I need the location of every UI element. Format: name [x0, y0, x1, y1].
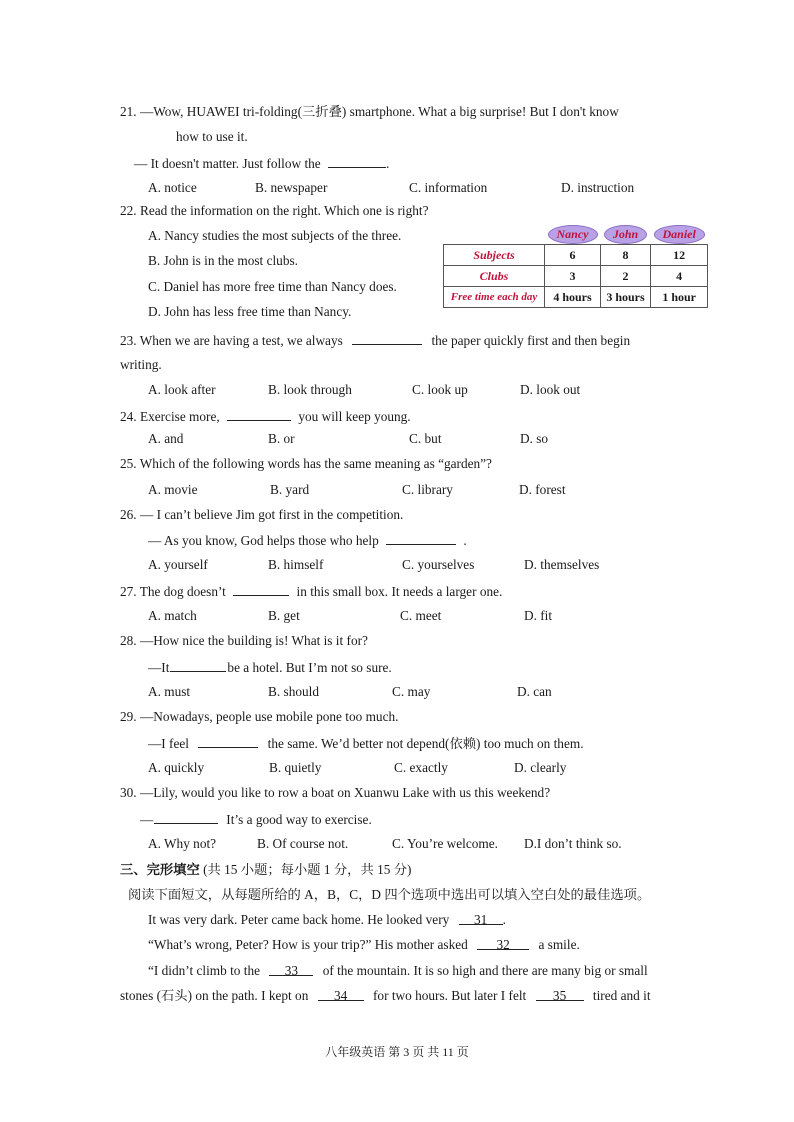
q24-option-d: D. so — [520, 431, 549, 446]
q23-stem-line1 — [120, 332, 630, 349]
section3-instruction: 阅读下面短文，从每题所给的 A，B，C，D 四个选项中选出可以填入空白处的最佳选项。 — [128, 887, 651, 902]
q29-option-b: B. quietly — [269, 760, 322, 775]
q27-option-b: B. get — [268, 608, 300, 623]
q28-answer-blank[interactable] — [170, 659, 226, 672]
q27-option-d: D. fit — [524, 608, 553, 623]
q21-answer-blank[interactable] — [328, 155, 386, 168]
q26-period: . — [463, 533, 467, 548]
q23-option-c: C. look up — [412, 382, 468, 397]
blank-31[interactable]: 31 — [459, 912, 503, 925]
q24-answer-blank[interactable] — [227, 408, 291, 421]
q25-option-d: D. forest — [519, 482, 566, 497]
table-row — [444, 287, 708, 308]
passage-text: of the mountain. It is so high and there are many big or small — [322, 963, 648, 978]
q22-info-table — [443, 224, 708, 308]
q25-option-a: A. movie — [148, 482, 198, 497]
table-cell: 1 hour — [651, 287, 708, 308]
q28-stem-text: —It — [148, 660, 170, 675]
q28-option-d: D. can — [517, 684, 552, 699]
q30-option-c: C. You’re welcome. — [392, 836, 498, 851]
table-cell: 6 — [545, 245, 601, 266]
q21-option-d: D. instruction — [561, 180, 635, 195]
q25-option-c: C. library — [402, 482, 453, 497]
blank-32[interactable]: 32 — [477, 937, 529, 950]
q23-stem-text: 23. When we are having a test, we always — [120, 333, 343, 348]
q30-stem-text-after: It’s a good way to exercise. — [226, 812, 372, 827]
q30-option-a: A. Why not? — [148, 836, 217, 851]
passage-text: It was very dark. Peter came back home. He looked very — [148, 912, 450, 927]
passage-line1 — [148, 912, 506, 928]
blank-33[interactable]: 33 — [269, 963, 313, 976]
q27-stem-text-after: in this small box. It needs a larger one. — [296, 584, 503, 599]
q28-stem-text-after: be a hotel. But I’m not so sure. — [227, 660, 392, 675]
q28-option-b: B. should — [268, 684, 319, 699]
q26-option-d: D. themselves — [524, 557, 600, 572]
section3-heading: 三、完形填空 — [120, 862, 200, 877]
q29-stem-line1: 29. —Nowadays, people use mobile pone too much. — [120, 709, 399, 724]
q23-option-b: B. look through — [268, 382, 352, 397]
q29-answer-blank[interactable] — [198, 735, 258, 748]
q26-option-b: B. himself — [268, 557, 324, 572]
row-label-clubs: Clubs — [444, 266, 545, 287]
table-row — [444, 266, 708, 287]
q26-option-a: A. yourself — [148, 557, 208, 572]
q22-option-b: B. John is in the most clubs. — [148, 253, 298, 268]
table-row — [444, 245, 708, 266]
q21-option-b: B. newspaper — [255, 180, 328, 195]
q22-option-d: D. John has less free time than Nancy. — [148, 304, 352, 319]
name-nancy: Nancy — [548, 225, 598, 244]
q23-option-d: D. look out — [520, 382, 581, 397]
q29-option-a: A. quickly — [148, 760, 205, 775]
q26-stem-line2 — [148, 532, 467, 549]
q26-option-c: C. yourselves — [402, 557, 475, 572]
q21-stem-line2: how to use it. — [176, 129, 248, 144]
table-name-cell — [651, 224, 708, 245]
q28-stem-line1: 28. —How nice the building is! What is it for? — [120, 633, 368, 648]
table-name-cell — [545, 224, 601, 245]
table-header-row — [444, 224, 708, 245]
q21-response-text: — It doesn't matter. Just follow the — [134, 156, 321, 171]
section3-heading-line — [120, 862, 411, 878]
q22-option-c: C. Daniel has more free time than Nancy does. — [148, 279, 397, 294]
q27-stem — [120, 583, 502, 600]
q30-answer-blank[interactable] — [154, 811, 218, 824]
q23-stem-line2: writing. — [120, 357, 162, 372]
q24-stem-text-after: you will keep young. — [298, 409, 411, 424]
table-name-cell — [601, 224, 651, 245]
table-cell: 4 hours — [545, 287, 601, 308]
q24-stem-text: 24. Exercise more, — [120, 409, 220, 424]
q26-answer-blank[interactable] — [386, 532, 456, 545]
row-label-free-time: Free time each day — [444, 287, 545, 308]
q29-option-c: C. exactly — [394, 760, 448, 775]
page-footer: 八年级英语 第 3 页 共 11 页 — [325, 1045, 469, 1059]
q29-option-d: D. clearly — [514, 760, 567, 775]
q25-stem: 25. Which of the following words has the same meaning as “garden”? — [120, 456, 492, 471]
q28-option-a: A. must — [148, 684, 191, 699]
passage-text: tired and it — [592, 988, 651, 1003]
table-cell: 3 — [545, 266, 601, 287]
passage-line4 — [120, 988, 651, 1004]
q28-stem-line2 — [148, 659, 392, 676]
q21-stem-line1: 21. —Wow, HUAWEI tri-folding(三折叠) smartphone. What a big surprise! But I don't know — [120, 104, 619, 119]
q24-option-c: C. but — [409, 431, 442, 446]
table-cell: 4 — [651, 266, 708, 287]
row-label-subjects: Subjects — [444, 245, 545, 266]
passage-text: a smile. — [538, 937, 580, 952]
table-corner-cell — [444, 224, 545, 245]
passage-text: stones (石头) on the path. I kept on — [120, 988, 309, 1003]
q30-option-b: B. Of course not. — [257, 836, 349, 851]
q25-option-b: B. yard — [270, 482, 310, 497]
section3-heading-note: (共 15 小题；每小题 1 分，共 15 分) — [203, 862, 412, 877]
q30-option-d: D.I don’t think so. — [524, 836, 622, 851]
q21-response — [134, 155, 389, 172]
table-cell: 2 — [601, 266, 651, 287]
passage-line3 — [148, 963, 648, 979]
name-daniel: Daniel — [654, 225, 705, 244]
q24-option-b: B. or — [268, 431, 295, 446]
q29-stem-line2 — [148, 735, 584, 752]
table-cell: 8 — [601, 245, 651, 266]
q22-option-a: A. Nancy studies the most subjects of the three. — [148, 228, 402, 243]
table-cell: 3 hours — [601, 287, 651, 308]
q28-option-c: C. may — [392, 684, 431, 699]
q26-stem-text: — As you know, God helps those who help — [148, 533, 379, 548]
q21-option-c: C. information — [409, 180, 488, 195]
q26-stem-line1: 26. — I can’t believe Jim got first in the competition. — [120, 507, 404, 522]
name-john: John — [604, 225, 647, 244]
table-cell: 12 — [651, 245, 708, 266]
blank-35[interactable]: 35 — [536, 988, 584, 1001]
q24-option-a: A. and — [148, 431, 184, 446]
q29-stem-text-after: the same. We’d better not depend(依赖) too much on them. — [267, 736, 584, 751]
q27-option-a: A. match — [148, 608, 197, 623]
q21-period: . — [386, 156, 390, 171]
blank-34[interactable]: 34 — [318, 988, 364, 1001]
passage-line2 — [148, 937, 580, 953]
passage-text: “What’s wrong, Peter? How is your trip?” His mother asked — [148, 937, 468, 952]
q30-dash: — — [140, 812, 154, 827]
q29-stem-text: —I feel — [148, 736, 189, 751]
passage-text: for two hours. But later I felt — [373, 988, 527, 1003]
q30-stem-line1: 30. —Lily, would you like to row a boat on Xuanwu Lake with us this weekend? — [120, 785, 551, 800]
q27-stem-text: 27. The dog doesn’t — [120, 584, 226, 599]
q27-answer-blank[interactable] — [233, 583, 289, 596]
q30-stem-line2 — [140, 811, 372, 828]
q22-stem: 22. Read the information on the right. Which one is right? — [120, 203, 429, 218]
q23-answer-blank[interactable] — [352, 332, 422, 345]
q24-stem — [120, 408, 411, 425]
q21-option-a: A. notice — [148, 180, 197, 195]
passage-text: “I didn’t climb to the — [148, 963, 261, 978]
passage-text: . — [502, 912, 506, 927]
q23-stem-text-after: the paper quickly first and then begin — [431, 333, 631, 348]
q27-option-c: C. meet — [400, 608, 442, 623]
q23-option-a: A. look after — [148, 382, 216, 397]
